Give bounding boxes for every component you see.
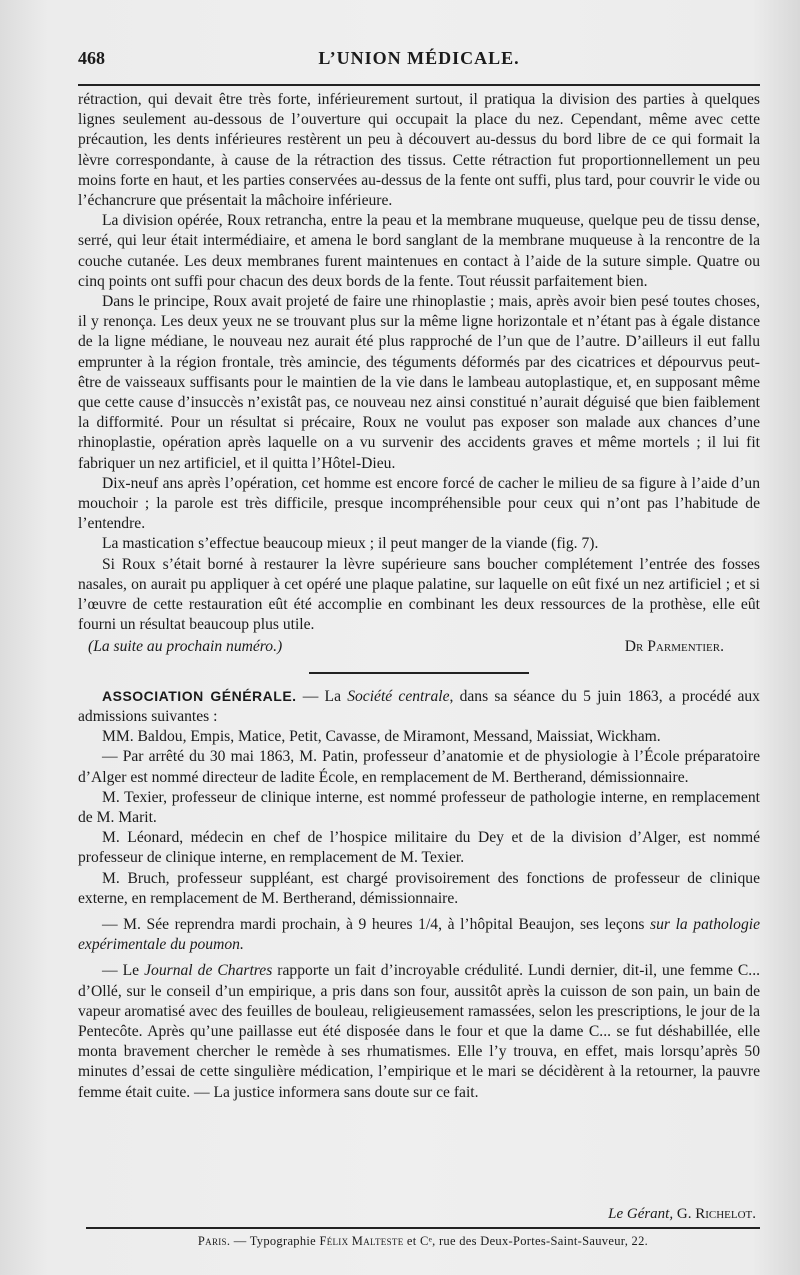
news-item-journal (78, 961, 760, 1102)
news-item-see (78, 915, 760, 955)
news-item-2: M. Texier, professeur de clinique interne, est nommé professeur de pathologie interne, en remplacement de M. Marit. (78, 788, 760, 826)
imprint-text-b: et Cᵉ, rue des Deux-Portes-Saint-Sauveur, 22. (403, 1234, 649, 1248)
news-journal-title: Journal de Chartres (144, 962, 273, 980)
section-divider (309, 672, 529, 674)
article-paragraph-5: La mastication s’effectue beaucoup mieux ; il peut manger de la viande (fig. 7). (102, 535, 599, 553)
imprint-city: Paris. (197, 1234, 231, 1248)
page-number: 468 (78, 48, 105, 68)
news-journal-text-a: — Le (102, 962, 145, 980)
printer-imprint (86, 1234, 760, 1249)
news-association-society: Société centrale (347, 687, 450, 705)
article-author: Dr Parmentier. (624, 638, 724, 656)
news-see-topic: sur la pathologie expérimentale du poumon. (78, 915, 760, 954)
continued-note: (La suite au prochain numéro.) (88, 638, 283, 656)
gerant-name: G. Richelot. (676, 1206, 756, 1222)
gerant-signature (608, 1206, 756, 1223)
news-item-1: — Par arrêté du 30 mai 1863, M. Patin, professeur d’anatomie et de physiologie à l’École préparatoire d’Alger est nommé directeur de ladite École, en remplacement de M. Bertherand, démissionnaire. (78, 748, 760, 786)
news-association-heading: ASSOCIATION GÉNÉRALE. (102, 687, 297, 704)
article-paragraph-6: Si Roux s’était borné à restaurer la lèvre supérieure sans boucher complétement l’entrée des fosses nasales, on aurait pu appliquer à cet opéré une plaque palatine, sur laquelle on eût fixé un nez artificiel ; et si l’œuvre de cette restauration eût été accomplie en combinant les deux ressources de la prothèse, elle eût fourni un résultat beaucoup plus utile. (78, 555, 760, 634)
header-rule (78, 84, 760, 86)
page-body (78, 90, 760, 1103)
article-paragraph-1: rétraction, qui devait être très forte, inférieurement surtout, il pratiqua la division des parties à quelques lignes seulement au-dessous de l’ouverture qui occupait la place du nez. Cependant, même avec cette précaution, les dents inférieures restèrent un peu à découvert au-dessus du bord libre de ce qui formait la lèvre correspondante, à cause de la rétraction des tissus. Cette rétraction fut proportionnellement un peu moins forte en haut, et les parties conservées au-dessus de la fente ont suffi, plus tard, pour couvrir le vide ou l’échancrure que présentait la mâchoire inférieure. (78, 91, 760, 210)
news-association-text-a: — La (296, 687, 348, 705)
running-head: L’UNION MÉDICALE. (318, 48, 520, 68)
article-paragraph-2: La division opérée, Roux retrancha, entre la peau et la membrane muqueuse, quelque peu de tissu dense, serré, qui leur était intermédiaire, et amena le bord sanglant de la membrane muqueuse à la rencontre de la couche cutanée. Les deux membranes furent maintenues en contact à l’aide de la suture simple. Quatre ou cinq points ont suffi pour chacun des deux bords de la fente. Tout réussit parfaitement bien. (78, 212, 760, 290)
news-admissions: MM. Baldou, Empis, Matice, Petit, Cavasse, de Miramont, Messand, Maissiat, Wickham. (102, 728, 661, 746)
imprint-printer: Félix Malteste (319, 1234, 404, 1248)
article-paragraph-4: Dix-neuf ans après l’opération, cet homme est encore forcé de cacher le milieu de sa figure à l’aide d’un mouchoir ; la parole est très difficile, presque incompréhensible pour ceux qui n’ont pas l’habitude de l’entendre. (78, 474, 760, 533)
news-association-text-b: , dans sa séance du 5 juin 1863, a procédé aux admissions suivantes : (78, 687, 760, 725)
article-signature (78, 637, 760, 657)
imprint-text-a: — Typographie (233, 1234, 320, 1248)
page-header (78, 48, 760, 78)
news-association (78, 686, 760, 727)
news-item-4: M. Bruch, professeur suppléant, est chargé provisoirement des fonctions de professeur de clinique externe, en remplacement de M. Bertherand, démissionnaire. (78, 869, 760, 907)
news-see-text: — M. Sée reprendra mardi prochain, à 9 heures 1/4, à l’hôpital Beaujon, ses leçons (102, 915, 651, 933)
gerant-label: Le Gérant, (608, 1206, 674, 1222)
news-item-3: M. Léonard, médecin en chef de l’hospice militaire du Dey et de la division d’Alger, est nommé professeur de clinique interne, en remplacement de M. Texier. (78, 829, 760, 867)
article-paragraph-3: Dans le principe, Roux avait projeté de faire une rhinoplastie ; mais, après avoir bien pesé toutes choses, il y renonça. Les deux yeux ne se trouvant plus sur la même ligne horizontale et n’étant pas à égale distance de la ligne médiane, le nouveau nez aurait été plus rapproché de l’un que de l’autre. D’ailleurs il eut fallu emprunter à la région frontale, très amincie, des téguments déformés par des cicatrices et dépourvus peut-être de vaisseaux suffisants pour le maintien de la vie dans le lambeau autoplastique, et, en supposant même que cette cause d’insuccès n’existât pas, ce nouveau nez ainsi constitué n’aurait déguisé que bien faiblement la difformité. Pour un résultat si précaire, Roux ne voulut pas exposer son malade aux chances d’une rhinoplastie, opération après laquelle on a vu survenir des accidents graves et même mortels ; il lui fit fabriquer un nez artificiel, et il quitta l’Hôtel-Dieu. (78, 293, 760, 472)
footer-rule (86, 1227, 760, 1229)
news-journal-text-b: rapporte un fait d’incroyable crédulité. Lundi dernier, dit-il, une femme C... d’Ollé, sur le conseil d’un empirique, a pris dans son four, aussitôt après la cuisson de son pain, un bain de vapeur aromatisé avec des feuilles de bouleau, religieusement ramassées, selon les prescriptions, le jour de la Pentecôte. Après qu’une paillasse eut été disposée dans le four et que la dame C... se fut déshabillée, elle monta bravement chercher le remède à ses rhumatismes. Elle l’y trouva, en effet, mais lorsqu’après 50 minutes d’essai de cette singulière médication, l’empirique et le mari se décidèrent à la retourner, la pauvre femme était cuite. — La justice informera sans doute sur ce fait. (78, 962, 760, 1101)
